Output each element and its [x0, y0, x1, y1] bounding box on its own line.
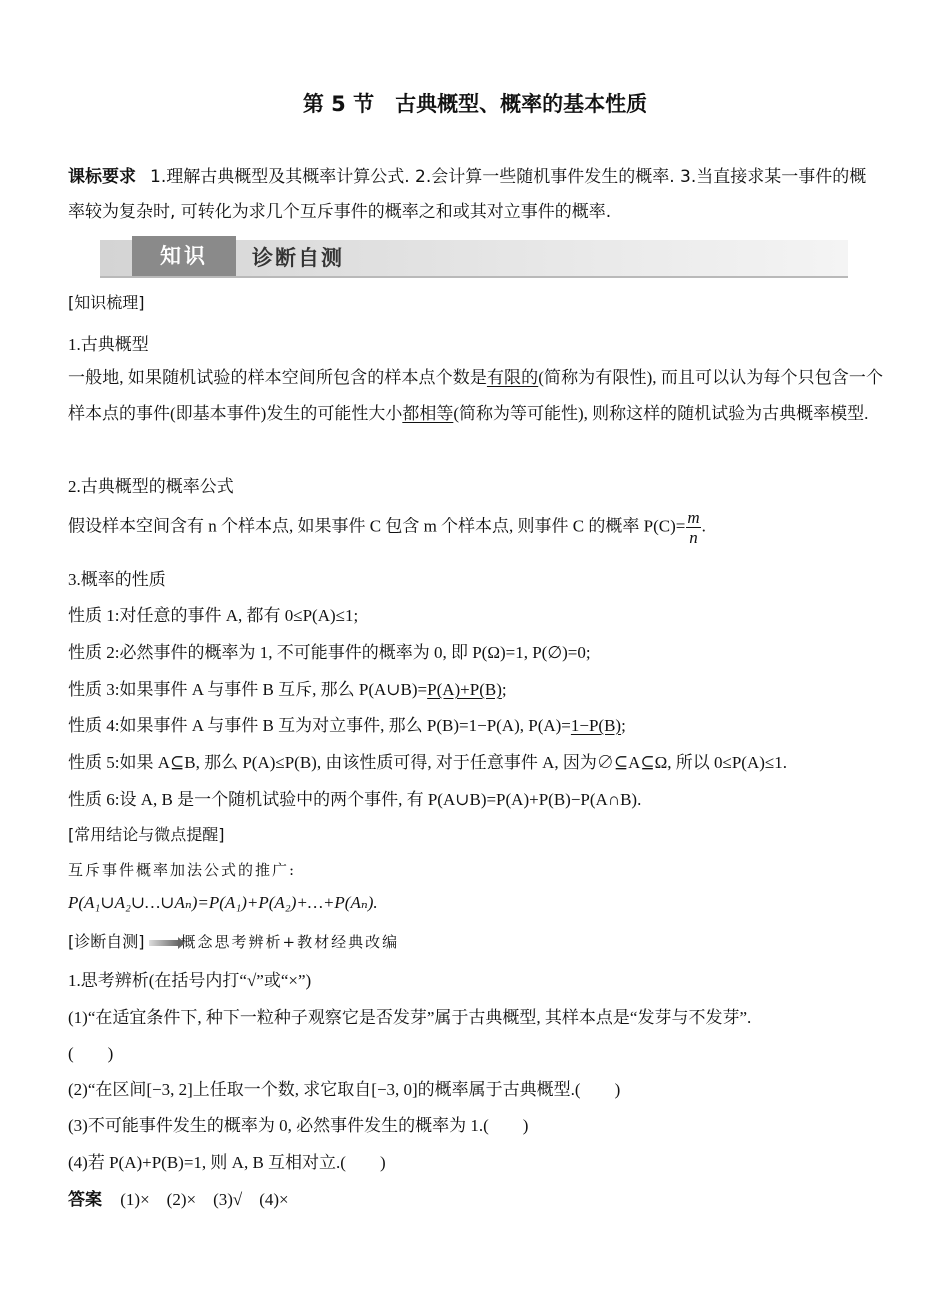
question-2: (2)“在区间[−3, 2]上任取一个数, 求它取自[−3, 0]的概率属于古典概型.( )	[68, 1080, 621, 1099]
p3-text: 性质 3:如果事件 A 与事件 B 互斥, 那么 P(A∪B)=	[68, 680, 428, 699]
property-2: 性质 2:必然事件的概率为 1, 不可能事件的概率为 0, 即 P(Ω)=1, P(∅)=0;	[68, 643, 591, 662]
property-5: 性质 5:如果 A⊆B, 那么 P(A)≤P(B), 由该性质可得, 对于任意事件 A, 因为∅⊆A⊆Ω, 所以 0≤P(A)≤1.	[68, 753, 787, 772]
underline-equal: 都相等	[402, 404, 454, 423]
diagnosis-subtitle: 概念思考辨析+教材经典改编	[180, 933, 400, 951]
property-3	[68, 675, 888, 700]
curriculum-requirement	[68, 160, 883, 230]
diagnosis-heading-row	[68, 929, 888, 952]
property-4	[68, 711, 888, 736]
section-1-paragraph	[68, 360, 883, 432]
formula-end: .	[701, 516, 706, 536]
question-title: 1.思考辨析(在括号内打“√”或“×”)	[68, 971, 312, 990]
property-1: 性质 1:对任意的事件 A, 都有 0≤P(A)≤1;	[68, 606, 359, 625]
p3-end: ;	[501, 680, 507, 699]
section-banner	[100, 236, 850, 280]
fraction-numerator: m	[687, 508, 700, 527]
diagnosis-heading: [诊断自测]	[68, 932, 145, 951]
fraction-m-over-n	[686, 508, 700, 547]
section-2-title: 2.古典概型的概率公式	[68, 477, 234, 496]
arrow-icon	[149, 940, 179, 946]
underline-finite: 有限的	[486, 368, 539, 387]
requirement-label: 课标要求	[68, 167, 136, 187]
p4-end: ;	[621, 716, 626, 735]
p4-text: 性质 4:如果事件 A 与事件 B 互为对立事件, 那么 P(B)=1−P(A), P(A)=	[68, 716, 571, 735]
answer-row	[68, 1185, 888, 1210]
requirement-text: 1.理解古典概型及其概率计算公式. 2.会计算一些随机事件发生的概率. 3.当直接求某一事件的概率较为复杂时, 可转化为求几个互斥事件的概率之和或其对立事件的概率.	[68, 167, 867, 222]
tips-line-2: P(A₁∪A₂∪…∪Aₙ)=P(A₁)+P(A₂)+…+P(Aₙ).	[68, 893, 378, 912]
s1-text-b: (简称为有限性), 而且可以认为每个只包含一个样本点的事件(即基本事件)发生的可能性大小	[68, 368, 884, 423]
tips-line-1: 互斥事件概率加法公式的推广:	[68, 861, 297, 879]
question-4: (4)若 P(A)+P(B)=1, 则 A, B 互相对立.( )	[68, 1153, 386, 1172]
formula-text: 假设样本空间含有 n 个样本点, 如果事件 C 包含 m 个样本点, 则事件 C 的概率 P(C)=	[68, 516, 686, 536]
p3-underline: P(A)+P(B)	[427, 680, 502, 699]
question-1-paren: ( )	[68, 1044, 114, 1063]
formula-line	[68, 508, 888, 547]
p4-underline: 1−P(B)	[570, 716, 622, 735]
page-title: 第 5 节 古典概型、概率的基本性质	[302, 92, 648, 116]
question-3: (3)不可能事件发生的概率为 0, 必然事件发生的概率为 1.( )	[68, 1116, 529, 1135]
banner-label-knowledge: 知识	[132, 236, 236, 276]
knowledge-heading: [知识梳理]	[68, 293, 145, 312]
section-1-title: 1.古典概型	[68, 335, 149, 354]
fraction-denominator: n	[689, 528, 698, 547]
property-6: 性质 6:设 A, B 是一个随机试验中的两个事件, 有 P(A∪B)=P(A)+P(B)−P(A∩B).	[68, 790, 642, 809]
question-1: (1)“在适宜条件下, 种下一粒种子观察它是否发芽”属于古典概型, 其样本点是“发芽与不发芽”.	[68, 1008, 752, 1027]
answer-label: 答案	[68, 1190, 102, 1210]
s1-text-c: (简称为等可能性), 则称这样的随机试验为古典概率模型.	[453, 404, 869, 423]
banner-label-diagnosis: 诊断自测	[252, 246, 344, 270]
s1-text-a: 一般地, 如果随机试验的样本空间所包含的样本点个数是	[68, 368, 487, 387]
answer-text: (1)× (2)× (3)√ (4)×	[120, 1190, 289, 1209]
section-3-title: 3.概率的性质	[68, 570, 166, 589]
tips-heading: [常用结论与微点提醒]	[68, 825, 225, 844]
